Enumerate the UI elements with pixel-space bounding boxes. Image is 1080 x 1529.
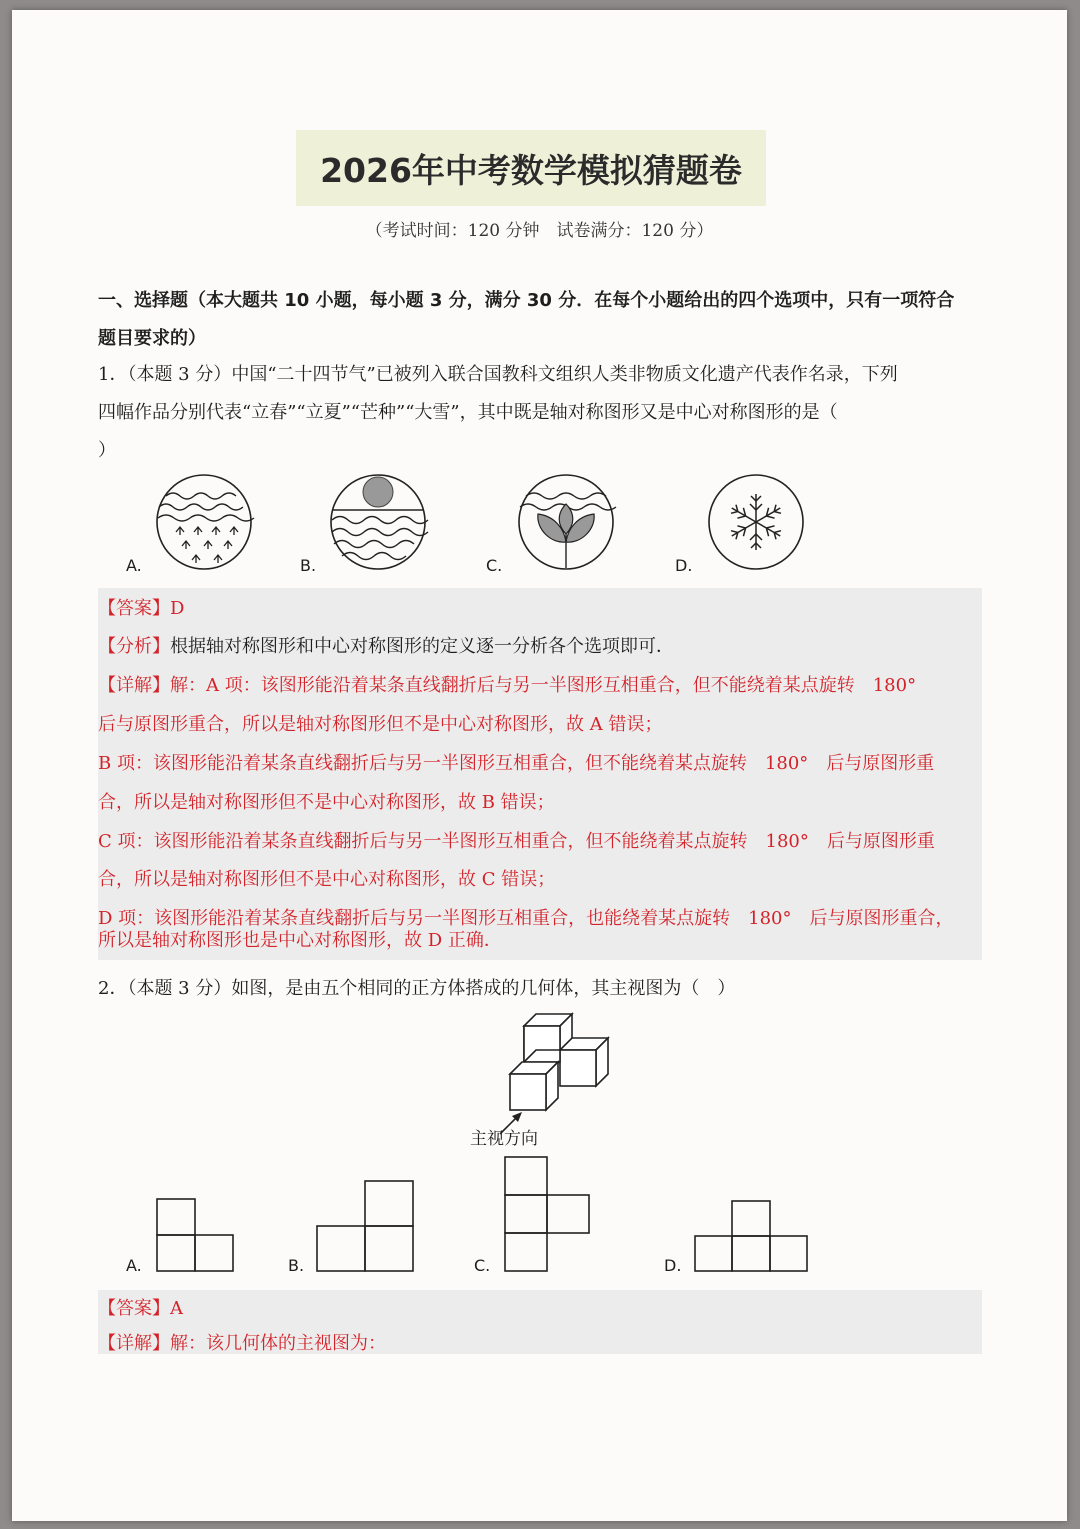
q1-detail-text-1: 解：A 项：该图形能沿着某条直线翻折后与另一半图形互相重合，但不能绕着某点旋转 180° [170, 675, 917, 696]
q2-option-a-label: A. [126, 1256, 142, 1275]
q1-answer-value: D [170, 598, 185, 619]
q1-detail-line1 [98, 667, 916, 705]
exam-subtitle: （考试时间：120 分钟 试卷满分：120 分） [365, 221, 714, 241]
q1-option-c-figure [516, 474, 616, 574]
q1-options [124, 472, 964, 587]
q2-option-b-figure [316, 1180, 416, 1272]
q2-option-c-figure [504, 1156, 590, 1272]
q1-answer-line [98, 590, 184, 628]
q1-stem-line1: 1．（本题 3 分）中国“二十四节气”已被列入联合国教科文组织人类非物质文化遗产代表作名录，下列 [98, 364, 898, 385]
section-heading-line2: 题目要求的） [98, 328, 206, 349]
q1-analysis-text: 根据轴对称图形和中心对称图形的定义逐一分析各个选项即可． [170, 636, 674, 657]
q2-option-d-figure [694, 1200, 810, 1272]
q1-analysis-tag: 【分析】 [98, 636, 170, 657]
q1-option-a-figure [154, 474, 254, 574]
q1-detail-text-5: C 项：该图形能沿着某条直线翻折后与另一半图形互相重合，但不能绕着某点旋转 180° 后与原图形重 [98, 831, 935, 852]
section-heading-line1: 一、选择题（本大题共 10 小题，每小题 3 分，满分 30 分．在每个小题给出的四个选项中，只有一项符合 [98, 290, 955, 311]
q2-stem: 2．（本题 3 分）如图，是由五个相同的正方体搭成的几何体，其主视图为（ ） [98, 978, 736, 999]
q2-detail-line [98, 1325, 386, 1363]
q1-stem-line3: ） [98, 440, 116, 461]
q1-analysis-line [98, 628, 674, 666]
q2-option-b-label: B. [288, 1256, 305, 1275]
q1-answer-tag: 【答案】 [98, 598, 170, 619]
exam-page [12, 10, 1067, 1521]
q2-option-d-label: D. [664, 1256, 682, 1275]
q1-detail-text-2: 后与原图形重合，所以是轴对称图形但不是中心对称图形，故 A 错误； [98, 714, 663, 735]
q1-option-a-label: A. [126, 556, 142, 575]
q2-detail-tag: 【详解】 [98, 1333, 170, 1354]
q2-detail-text: 解：该几何体的主视图为： [170, 1333, 386, 1354]
q1-detail-text-6: 合，所以是轴对称图形但不是中心对称图形，故 C 错误； [98, 869, 556, 890]
q2-answer-value: A [170, 1298, 183, 1319]
q1-answer-block [98, 588, 982, 960]
q1-detail-text-3: B 项：该图形能沿着某条直线翻折后与另一半图形互相重合，但不能绕着某点旋转 180° 后与原图形重 [98, 753, 935, 774]
q1-option-d-figure [706, 474, 806, 574]
q2-option-a-figure [156, 1198, 236, 1272]
q1-option-b-figure [328, 474, 428, 574]
q2-answer-line [98, 1290, 183, 1328]
q2-answer-tag: 【答案】 [98, 1298, 170, 1319]
q2-direction-label: 主视方向 [470, 1129, 538, 1149]
q1-option-c-label: C. [486, 556, 503, 575]
q1-detail-tag: 【详解】 [98, 675, 170, 696]
q1-detail-text-8: 所以是轴对称图形也是中心对称图形，故 D 正确． [98, 930, 502, 951]
q1-detail-text-4: 合，所以是轴对称图形但不是中心对称图形，故 B 错误； [98, 792, 555, 813]
q1-option-b-label: B. [300, 556, 317, 575]
q1-option-d-label: D. [675, 556, 693, 575]
q1-stem-line2: 四幅作品分别代表“立春”“立夏”“芒种”“大雪”，其中既是轴对称图形又是中心对称图形的是（ [98, 402, 838, 423]
q2-answer-block [98, 1290, 982, 1354]
q1-detail-text-7: D 项：该图形能沿着某条直线翻折后与另一半图形互相重合，也能绕着某点旋转 180° 后与原图形重合， [98, 908, 954, 929]
title-box [296, 130, 766, 206]
page-title: 2026年中考数学模拟猜题卷 [320, 150, 742, 190]
q2-option-c-label: C. [474, 1256, 491, 1275]
